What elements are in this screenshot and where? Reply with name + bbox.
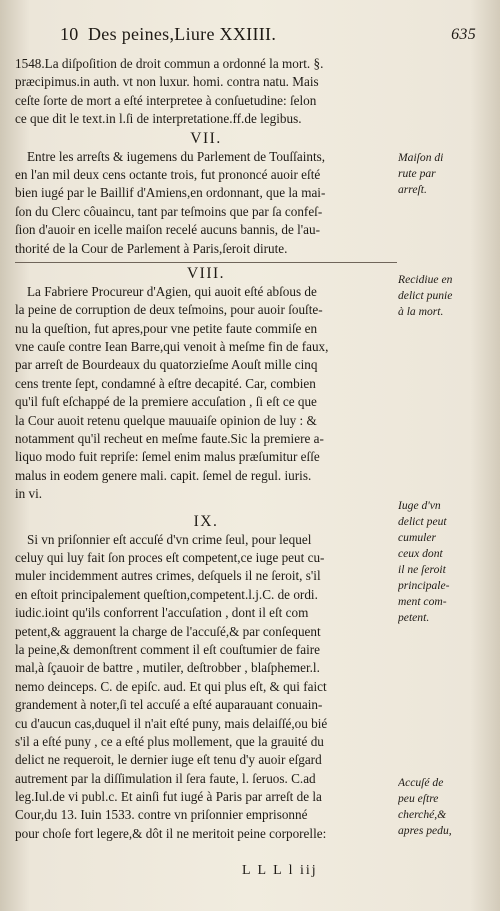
page-number: 10 bbox=[60, 24, 79, 44]
main-text-column bbox=[15, 55, 397, 843]
margin-line: il ne ſeroit bbox=[398, 563, 446, 576]
margin-line: ment com- bbox=[398, 595, 447, 608]
signature-mark: L L L l iij bbox=[242, 863, 318, 878]
text-line: la peine de corruption de deux teſmoins, pour auoir ſouſte- bbox=[15, 302, 323, 318]
text-line: nu la queſtion, fut apres,pour vne petite faute commiſe en bbox=[15, 320, 318, 336]
margin-line: cherché,& bbox=[398, 808, 447, 821]
text-line: la peine,& demonſtrent comment il eſt couſtumier de faire bbox=[15, 641, 321, 657]
text-line: celuy qui luy fait ſon proces eſt competent,ce iuge peut cu- bbox=[15, 549, 325, 565]
text-line: par arreſt de Bourdeaux du quatorzieſme Aouſt mille cinq bbox=[15, 357, 318, 373]
section-ix bbox=[15, 512, 397, 844]
margin-line: delict punie bbox=[398, 289, 453, 302]
margin-line: petent. bbox=[398, 611, 430, 624]
section-vii bbox=[15, 129, 397, 258]
text-line: Entre les arreſts & iugemens du Parlement de Touſſaints, bbox=[27, 148, 326, 164]
section-viii bbox=[15, 264, 397, 504]
margin-line: à la mort. bbox=[398, 305, 444, 318]
text-line: thorité de la Cour de Parlement à Paris,ſeroit dirute. bbox=[15, 240, 288, 256]
section-continuation bbox=[15, 55, 397, 129]
text-line: La Fabriere Procureur d'Agien, qui auoit eſté abſous de bbox=[27, 283, 317, 299]
margin-note-maison-dirute bbox=[398, 150, 496, 198]
text-line: ce que dit le text.in l.ſi de interpretatione.ff.de legibus. bbox=[15, 111, 302, 127]
text-line: autrement par la diſſimulation il ſera faute, l. ſeruos. C.ad bbox=[15, 770, 316, 786]
text-line: ſion d'auoir en icelle maiſon recelé aucuns bannis, de l'au- bbox=[15, 222, 321, 238]
text-line: cens trente ſept, condamné à eſtre decapité. Car, combien bbox=[15, 375, 316, 391]
text-line: pour choſe fort legere,& dôt il ne meritoit peine corporelle: bbox=[15, 825, 327, 841]
text-line: liquo modo fuit repriſe: ſemel enim malus præſumitur eſſe bbox=[15, 449, 320, 465]
text-line: iudic.ioint qu'ils conforrent l'accuſation , dont il eſt com bbox=[15, 605, 309, 621]
spacer bbox=[15, 504, 397, 512]
margin-line: Recidiue en bbox=[398, 273, 453, 286]
margin-note-recidive bbox=[398, 272, 496, 320]
text-line: ſon du Clerc côuaincu, tant par teſmoins que par ſa confeſ- bbox=[15, 203, 323, 219]
text-line: s'il a eſté puny , ce a eſté plus mollement, que la grauité du bbox=[15, 733, 324, 749]
margin-note-iuge-cumuler bbox=[398, 498, 496, 626]
margin-line: delict peut bbox=[398, 515, 447, 528]
text-line: præcipimus.in auth. vt non luxur. homi. contra natu. Mais bbox=[15, 74, 319, 90]
text-line: notamment qu'il recheut en meſme faute.Sic la premiere a- bbox=[15, 431, 324, 447]
margin-line: Accuſé de bbox=[398, 776, 444, 789]
page-header bbox=[60, 24, 480, 50]
text-line: vne cauſe contre Iean Barre,qui venoit à meſme fin de faux, bbox=[15, 339, 329, 355]
text-line: grandement à noter,ſi tel accuſé a eſté auparauant conuain- bbox=[15, 697, 323, 713]
margin-note-accuse bbox=[398, 775, 496, 839]
margin-line: ceux dont bbox=[398, 547, 443, 560]
text-line: en eſtoit principalement queſtion,competent.l.j.C. de ordi. bbox=[15, 586, 318, 602]
margin-line: apres pedu, bbox=[398, 824, 452, 837]
text-line: leg.Iul.de vi publ.c. Et ainſi fut iugé à Paris par arreſt de la bbox=[15, 789, 322, 805]
margin-line: rute par bbox=[398, 167, 436, 180]
text-line: ceſte ſorte de mort a eſté interpretee à conſuetudine: ſelon bbox=[15, 92, 317, 108]
text-line: bien iugé par le Baillif d'Amiens,en ordonnant, que la mai- bbox=[15, 185, 326, 201]
text-line: petent,& aggrauent la charge de l'accuſé,& par conſequent bbox=[15, 623, 321, 639]
text-line: en l'an mil deux cens octante trois, fut prononcé auoir eſté bbox=[15, 166, 321, 182]
section-number: VII. bbox=[190, 129, 222, 147]
text-line: Cour,du 13. Iuin 1533. contre vn priſonnier emprisonné bbox=[15, 807, 308, 823]
text-line: 1548.La diſpoſition de droit commun a ordonné la mort. §. bbox=[15, 56, 324, 71]
margin-line: peu eſtre bbox=[398, 792, 439, 805]
running-title: Des peines,Liure XXIIII. bbox=[88, 24, 277, 44]
margin-line: arreſt. bbox=[398, 183, 427, 196]
section-divider bbox=[15, 262, 397, 263]
margin-line: principale- bbox=[398, 579, 450, 592]
text-line: nemo deinceps. C. de epiſc. aud. Et qui plus eſt, & qui faict bbox=[15, 678, 327, 694]
text-line: qu'il fuſt eſchappé de la premiere accuſation , ſi eſt ce que bbox=[15, 394, 317, 410]
text-line: malus in eodem genere mali. capit. ſemel de regul. iuris. bbox=[15, 467, 312, 483]
text-line: mal,à ſçauoir de battre , mutiler, deſtrobber , blaſphemer.l. bbox=[15, 660, 320, 676]
margin-line: Maiſon di bbox=[398, 151, 444, 164]
margin-line: cumuler bbox=[398, 531, 436, 544]
text-line: Si vn priſonnier eſt accuſé d'vn crime ſeul, pour lequel bbox=[27, 531, 312, 547]
margin-line: Iuge d'vn bbox=[398, 499, 441, 512]
section-number: IX. bbox=[193, 512, 219, 530]
section-number: VIII. bbox=[186, 264, 226, 282]
folio-number: 635 bbox=[451, 26, 476, 43]
text-line: delict ne requeroit, le dernier iuge eſt tenu d'y auoir eſgard bbox=[15, 752, 322, 768]
text-line: in vi. bbox=[15, 486, 43, 502]
text-line: muler incidemment autres crimes, deſquels il ne ſeroit, s'il bbox=[15, 568, 321, 584]
text-line: cu d'aucun cas,duquel il n'ait eſté puny, mais delaiſſé,ou bié bbox=[15, 715, 328, 731]
text-line: la Cour auoit retenu quelque mauuaiſe opinion de luy : & bbox=[15, 412, 317, 428]
